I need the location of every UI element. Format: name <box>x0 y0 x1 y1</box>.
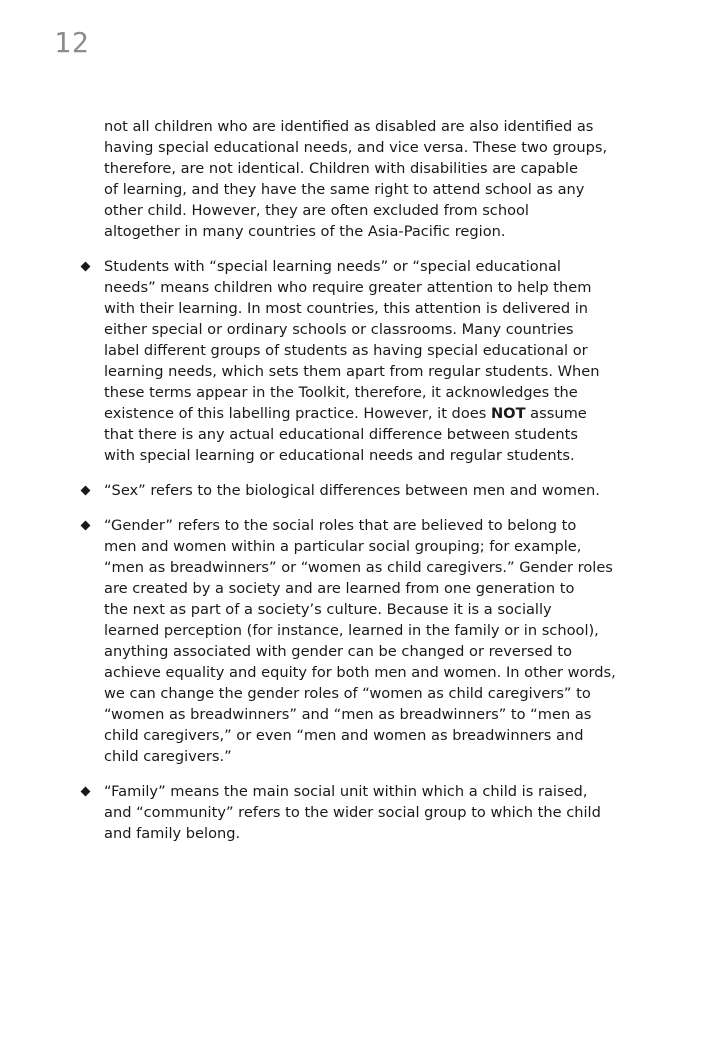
diamond-bullet-icon <box>81 262 91 272</box>
emphasis-not: NOT <box>490 405 526 422</box>
bullet-text: “Gender” refers to the social roles that are believed to belong to men and women within a particular social grouping; for example, “men as breadwinners” or “women as child caregivers.” Gender roles are created by a society and are learned from one generation to the next as part of a society’s culture. Because it is a socially learned perception (for instance, learned in the family or in school), anything associated with gender can be changed or reversed to achieve equality and equity for both men and women. In other words, we can change the gender roles of “women as child caregivers” to “women as breadwinners” and “men as breadwinners” to “men as child caregivers,” or even “men and women as breadwinners and child caregivers.” <box>104 517 616 765</box>
bullet-item-sex <box>82 480 622 501</box>
page-number: 12 <box>54 26 90 59</box>
continuation-paragraph: not all children who are identified as disabled are also identified as having special educational needs, and vice versa. These two groups, therefore, are not identical. Children with disabilities are capable of learning, and they have the same right to attend school as any other child. However, they are often excluded from school altogether in many countries of the Asia-Pacific region. <box>104 118 608 240</box>
bullet-text <box>104 256 622 466</box>
bullet-text: “Sex” refers to the biological differences between men and women. <box>104 482 600 499</box>
diamond-bullet-icon <box>81 486 91 496</box>
bullet-item-special-needs <box>82 256 622 466</box>
bullet-item-family <box>82 781 622 844</box>
bullet-item-gender <box>82 515 622 767</box>
document-body <box>82 116 622 858</box>
bullet-text-part: assume that there is any actual educational difference between students with special learning or educational needs and regular students. <box>104 405 587 464</box>
diamond-bullet-icon <box>81 787 91 797</box>
diamond-bullet-icon <box>81 521 91 531</box>
bullet-text: “Family” means the main social unit within which a child is raised, and “community” refers to the wider social group to which the child and family belong. <box>104 783 601 842</box>
bullet-text-part: Students with “special learning needs” or “special educational needs” means children who require greater attention to help them with their learning. In most countries, this attention is delivered in either special or ordinary schools or classrooms. Many countries label different groups of students as having special educational or learning needs, which sets them apart from regular students. When these terms appear in the Toolkit, therefore, it acknowledges the existence of this labelling practice. However, it does <box>104 258 600 422</box>
